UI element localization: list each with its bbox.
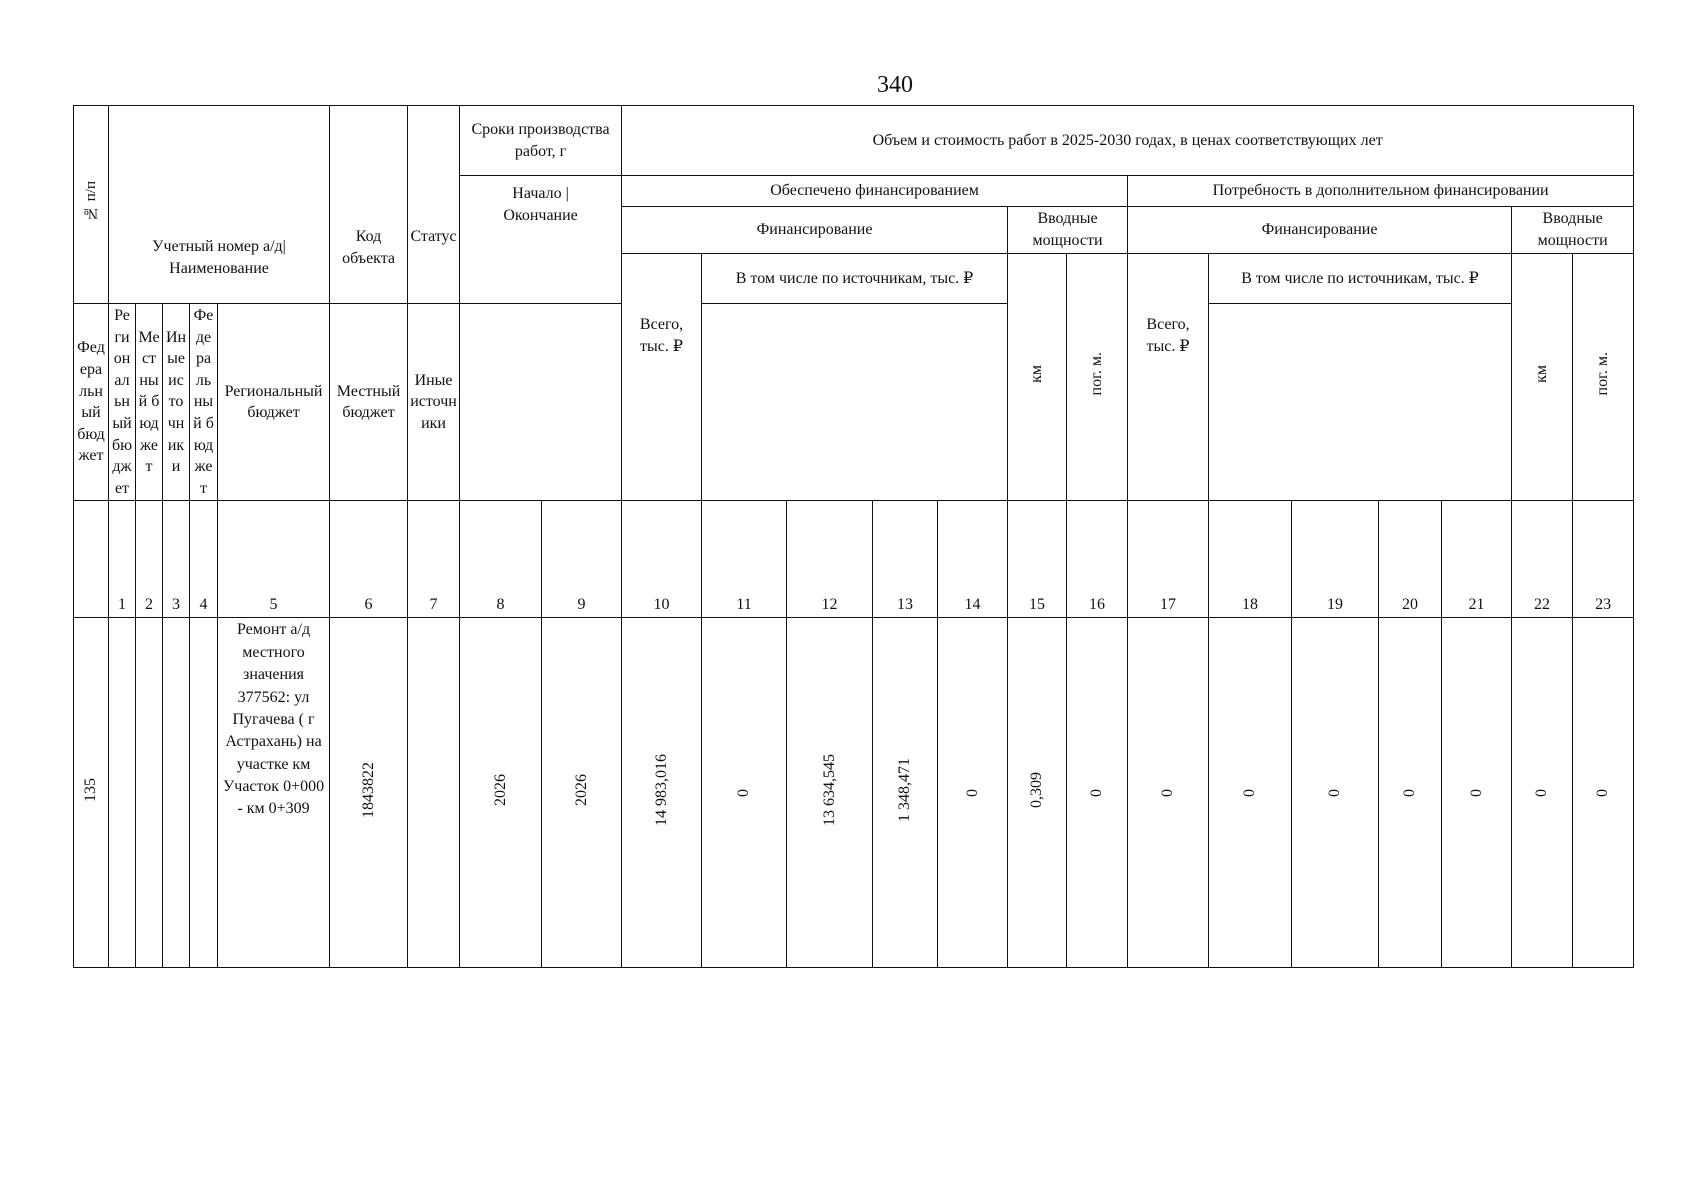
header-financing-need: Финансирование — [1128, 207, 1512, 254]
row-local: 1 348,471 — [873, 618, 938, 968]
colnum: 22 — [1512, 501, 1573, 618]
row-need-pog: 0 — [1573, 618, 1634, 968]
colnum: 13 — [873, 501, 938, 618]
row-need-regional: 0 — [1292, 618, 1379, 968]
colnum: 1 — [109, 501, 136, 618]
colnum: 7 — [408, 501, 460, 618]
header-pog-secured: пог. м. — [1067, 254, 1128, 501]
colnum-empty — [74, 501, 109, 618]
header-total-need: Всего, тыс. ₽ — [1128, 254, 1209, 501]
colnum: 23 — [1573, 501, 1634, 618]
header-account-name: Учетный номер а/д| Наименование — [109, 106, 330, 304]
header-object-code: Код объекта — [330, 106, 408, 304]
colnum: 3 — [163, 501, 190, 618]
header-need: Потребность в дополнительном финансировании — [1128, 176, 1634, 207]
colnum: 17 — [1128, 501, 1209, 618]
row-col1 — [109, 618, 136, 968]
header-start-end: Начало | Окончание — [460, 176, 622, 304]
financing-table — [73, 105, 1634, 968]
header-federal-need: Федеральный бюджет — [190, 304, 218, 501]
header-sources-need: В том числе по источникам, тыс. ₽ — [1209, 254, 1512, 304]
row-need-local: 0 — [1379, 618, 1442, 968]
table-row — [74, 618, 1634, 968]
colnum: 4 — [190, 501, 218, 618]
header-num: № п/п — [74, 106, 109, 304]
row-need-km: 0 — [1512, 618, 1573, 968]
header-pog-need: пог. м. — [1573, 254, 1634, 501]
header-regional-need: Региональный бюджет — [218, 304, 330, 501]
header-regional-secured: Региональный бюджет — [109, 304, 136, 501]
row-need-total: 0 — [1128, 618, 1209, 968]
row-regional: 13 634,545 — [787, 618, 873, 968]
colnum: 21 — [1442, 501, 1512, 618]
row-status — [408, 618, 460, 968]
colnum: 15 — [1008, 501, 1067, 618]
header-other-need: Иные источники — [408, 304, 460, 501]
header-terms: Сроки производства работ, г — [460, 106, 622, 176]
colnum: 20 — [1379, 501, 1442, 618]
row-pog: 0 — [1067, 618, 1128, 968]
colnum: 10 — [622, 501, 702, 618]
header-federal-secured: Федеральный бюджет — [74, 304, 109, 501]
row-km: 0,309 — [1008, 618, 1067, 968]
colnum: 8 — [460, 501, 542, 618]
colnum: 5 — [218, 501, 330, 618]
row-other: 0 — [938, 618, 1008, 968]
row-col2 — [136, 618, 163, 968]
header-km-secured: км — [1008, 254, 1067, 501]
header-local-need: Местный бюджет — [330, 304, 408, 501]
row-code: 1843822 — [330, 618, 408, 968]
colnum: 18 — [1209, 501, 1292, 618]
row-col4 — [190, 618, 218, 968]
colnum: 14 — [938, 501, 1008, 618]
colnum: 11 — [702, 501, 787, 618]
row-need-federal: 0 — [1209, 618, 1292, 968]
page-number: 340 — [877, 72, 913, 98]
row-col3 — [163, 618, 190, 968]
header-capacity-secured: Вводные мощности — [1008, 207, 1128, 254]
colnum: 16 — [1067, 501, 1128, 618]
row-end: 2026 — [542, 618, 622, 968]
header-status: Статус — [408, 106, 460, 304]
row-num: 135 — [74, 618, 109, 968]
row-start: 2026 — [460, 618, 542, 968]
header-total-secured: Всего, тыс. ₽ — [622, 254, 702, 501]
row-total: 14 983,016 — [622, 618, 702, 968]
header-km-need: км — [1512, 254, 1573, 501]
header-capacity-need: Вводные мощности — [1512, 207, 1634, 254]
header-local-secured: Местный бюджет — [136, 304, 163, 501]
colnum: 6 — [330, 501, 408, 618]
header-other-secured: Иные источники — [163, 304, 190, 501]
colnum: 19 — [1292, 501, 1379, 618]
row-need-other: 0 — [1442, 618, 1512, 968]
row-federal: 0 — [702, 618, 787, 968]
header-volume: Объем и стоимость работ в 2025-2030 годах, в ценах соответствующих лет — [622, 106, 1634, 176]
header-secured: Обеспечено финансированием — [622, 176, 1128, 207]
colnum: 9 — [542, 501, 622, 618]
header-financing-secured: Финансирование — [622, 207, 1008, 254]
colnum: 2 — [136, 501, 163, 618]
header-sources-secured: В том числе по источникам, тыс. ₽ — [702, 254, 1008, 304]
row-name: Ремонт а/д местного значения 377562: ул Пугачева ( г Астрахань) на участке км Участок 0+000 - км 0+309 — [218, 618, 330, 968]
colnum: 12 — [787, 501, 873, 618]
